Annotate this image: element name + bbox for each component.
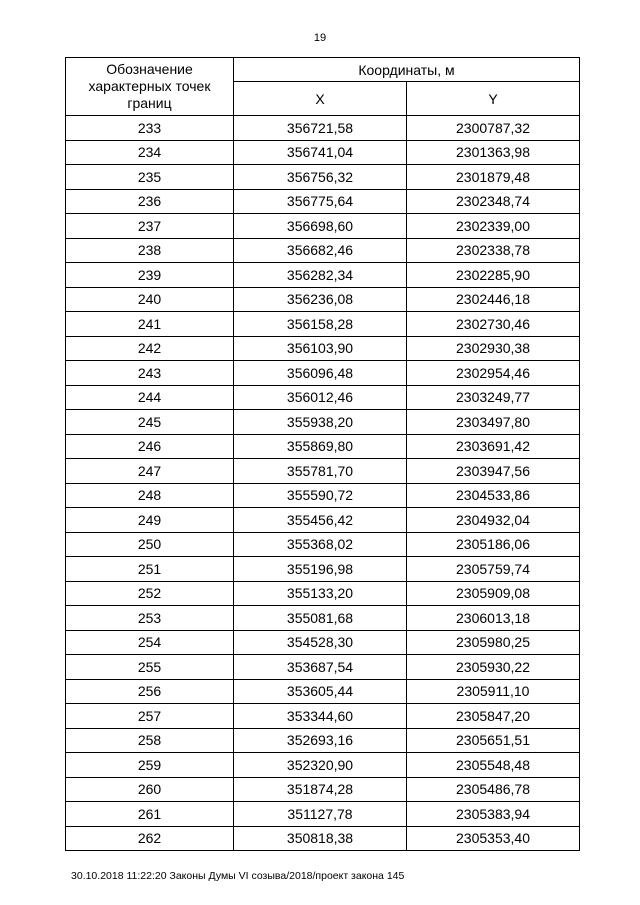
x-coordinate-cell: 355196,98 — [234, 557, 407, 582]
point-number-cell: 249 — [66, 508, 234, 533]
y-coordinate-cell: 2305909,08 — [407, 581, 580, 606]
x-coordinate-cell: 356236,08 — [234, 287, 407, 312]
y-coordinate-cell: 2302730,46 — [407, 312, 580, 337]
y-coordinate-cell: 2305486,78 — [407, 777, 580, 802]
y-coordinate-cell: 2302285,90 — [407, 263, 580, 288]
y-coordinate-cell: 2305980,25 — [407, 630, 580, 655]
point-number-cell: 251 — [66, 557, 234, 582]
table-row — [66, 630, 580, 655]
point-number-cell: 241 — [66, 312, 234, 337]
x-coordinate-cell: 356741,04 — [234, 140, 407, 165]
point-number-cell: 260 — [66, 777, 234, 802]
x-coordinate-cell: 352693,16 — [234, 728, 407, 753]
x-coordinate-cell: 356756,32 — [234, 165, 407, 190]
x-coordinate-cell: 355590,72 — [234, 483, 407, 508]
x-coordinate-cell: 350818,38 — [234, 826, 407, 851]
y-coordinate-cell: 2302338,78 — [407, 238, 580, 263]
x-coordinate-cell: 351874,28 — [234, 777, 407, 802]
x-coordinate-cell: 356158,28 — [234, 312, 407, 337]
y-coordinate-cell: 2304533,86 — [407, 483, 580, 508]
point-number-cell: 248 — [66, 483, 234, 508]
table-header-row — [66, 58, 580, 82]
y-coordinate-cell: 2302930,38 — [407, 336, 580, 361]
table-row — [66, 434, 580, 459]
point-number-cell: 247 — [66, 459, 234, 484]
x-coordinate-cell: 355081,68 — [234, 606, 407, 631]
table-row — [66, 532, 580, 557]
y-coordinate-cell: 2305847,20 — [407, 704, 580, 729]
y-coordinate-cell: 2305548,48 — [407, 753, 580, 778]
table-row — [66, 214, 580, 239]
coordinates-table — [65, 57, 580, 851]
y-coordinate-cell: 2301363,98 — [407, 140, 580, 165]
footer-text: 30.10.2018 11:22:20 Законы Думы VI созыва/2018/проект закона 145 — [71, 870, 405, 882]
point-number-cell: 257 — [66, 704, 234, 729]
y-coordinate-cell: 2302339,00 — [407, 214, 580, 239]
table-row — [66, 802, 580, 827]
x-coordinate-cell: 355456,42 — [234, 508, 407, 533]
x-coordinate-cell: 355133,20 — [234, 581, 407, 606]
point-number-cell: 234 — [66, 140, 234, 165]
table-row — [66, 753, 580, 778]
y-coordinate-cell: 2302348,74 — [407, 189, 580, 214]
page-number: 19 — [313, 32, 327, 44]
y-coordinate-cell: 2305759,74 — [407, 557, 580, 582]
point-number-cell: 253 — [66, 606, 234, 631]
y-coordinate-cell: 2305911,10 — [407, 679, 580, 704]
x-coordinate-cell: 355869,80 — [234, 434, 407, 459]
table-body — [66, 116, 580, 851]
y-coordinate-cell: 2305186,06 — [407, 532, 580, 557]
table-row — [66, 287, 580, 312]
x-coordinate-cell: 353344,60 — [234, 704, 407, 729]
y-coordinate-cell: 2305353,40 — [407, 826, 580, 851]
table-row — [66, 655, 580, 680]
point-number-cell: 233 — [66, 116, 234, 141]
table-row — [66, 606, 580, 631]
table-row — [66, 140, 580, 165]
table-row — [66, 410, 580, 435]
point-number-cell: 246 — [66, 434, 234, 459]
y-coordinate-cell: 2305930,22 — [407, 655, 580, 680]
x-coordinate-cell: 355368,02 — [234, 532, 407, 557]
table-row — [66, 165, 580, 190]
x-header: X — [234, 82, 407, 116]
point-number-cell: 243 — [66, 361, 234, 386]
y-coordinate-cell: 2301879,48 — [407, 165, 580, 190]
point-number-cell: 254 — [66, 630, 234, 655]
table-row — [66, 679, 580, 704]
point-number-cell: 240 — [66, 287, 234, 312]
x-coordinate-cell: 355781,70 — [234, 459, 407, 484]
point-number-cell: 262 — [66, 826, 234, 851]
y-coordinate-cell: 2304932,04 — [407, 508, 580, 533]
point-number-cell: 258 — [66, 728, 234, 753]
table-row — [66, 312, 580, 337]
point-header-line: Обозначение — [106, 61, 193, 77]
y-coordinate-cell: 2303249,77 — [407, 385, 580, 410]
x-coordinate-cell: 354528,30 — [234, 630, 407, 655]
point-number-cell: 238 — [66, 238, 234, 263]
point-number-cell: 245 — [66, 410, 234, 435]
table-row — [66, 777, 580, 802]
x-coordinate-cell: 356012,46 — [234, 385, 407, 410]
x-coordinate-cell: 352320,90 — [234, 753, 407, 778]
table-row — [66, 704, 580, 729]
y-coordinate-cell: 2302954,46 — [407, 361, 580, 386]
table-row — [66, 238, 580, 263]
y-header: Y — [407, 82, 580, 116]
x-coordinate-cell: 356282,34 — [234, 263, 407, 288]
y-coordinate-cell: 2305651,51 — [407, 728, 580, 753]
y-coordinate-cell: 2306013,18 — [407, 606, 580, 631]
y-coordinate-cell: 2303947,56 — [407, 459, 580, 484]
table-row — [66, 459, 580, 484]
table-row — [66, 728, 580, 753]
x-coordinate-cell: 353605,44 — [234, 679, 407, 704]
x-coordinate-cell: 356698,60 — [234, 214, 407, 239]
point-header-line: границ — [127, 95, 172, 111]
y-coordinate-cell: 2305383,94 — [407, 802, 580, 827]
point-number-cell: 236 — [66, 189, 234, 214]
table-row — [66, 189, 580, 214]
x-coordinate-cell: 355938,20 — [234, 410, 407, 435]
x-coordinate-cell: 353687,54 — [234, 655, 407, 680]
point-number-cell: 261 — [66, 802, 234, 827]
y-coordinate-cell: 2303497,80 — [407, 410, 580, 435]
point-number-cell: 252 — [66, 581, 234, 606]
x-coordinate-cell: 356682,46 — [234, 238, 407, 263]
point-header-line: характерных точек — [88, 78, 211, 94]
table-row — [66, 826, 580, 851]
point-number-cell: 235 — [66, 165, 234, 190]
table-row — [66, 263, 580, 288]
x-coordinate-cell: 356103,90 — [234, 336, 407, 361]
table-row — [66, 557, 580, 582]
table-row — [66, 116, 580, 141]
x-coordinate-cell: 356775,64 — [234, 189, 407, 214]
point-number-cell: 250 — [66, 532, 234, 557]
x-coordinate-cell: 351127,78 — [234, 802, 407, 827]
table-row — [66, 361, 580, 386]
point-number-cell: 237 — [66, 214, 234, 239]
table-row — [66, 581, 580, 606]
point-number-cell: 255 — [66, 655, 234, 680]
point-designation-header — [66, 58, 234, 116]
point-number-cell: 239 — [66, 263, 234, 288]
table-row — [66, 483, 580, 508]
y-coordinate-cell: 2302446,18 — [407, 287, 580, 312]
point-number-cell: 242 — [66, 336, 234, 361]
y-coordinate-cell: 2303691,42 — [407, 434, 580, 459]
table-row — [66, 336, 580, 361]
point-number-cell: 259 — [66, 753, 234, 778]
table-row — [66, 385, 580, 410]
point-number-cell: 244 — [66, 385, 234, 410]
table-row — [66, 508, 580, 533]
x-coordinate-cell: 356096,48 — [234, 361, 407, 386]
y-coordinate-cell: 2300787,32 — [407, 116, 580, 141]
point-number-cell: 256 — [66, 679, 234, 704]
coordinates-header: Координаты, м — [234, 58, 580, 82]
x-coordinate-cell: 356721,58 — [234, 116, 407, 141]
